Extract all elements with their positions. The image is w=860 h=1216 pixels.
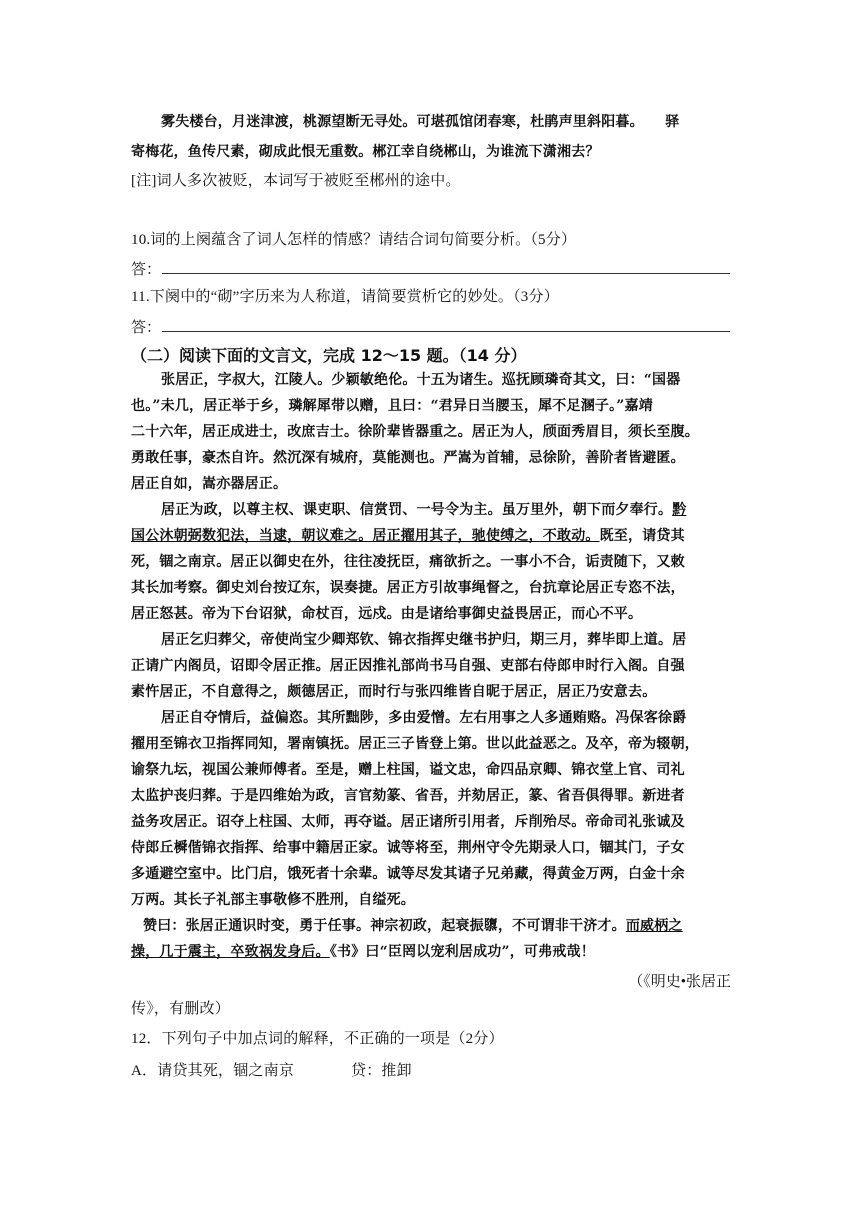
passage-line: 勇敢任事，豪杰自许。然沉深有城府，莫能测也。严嵩为首辅，忌徐阶，善阶者皆避匿。 [131, 450, 685, 466]
passage-line: 侍郎丘橓偕锦衣指挥、给事中籍居正家。诚等将至，荆州守令先期录人口，锢其门，子女 [131, 840, 685, 856]
passage-text: 《书》曰“臣罔以宠利居成功”，可弗戒哉！ [329, 944, 595, 960]
passage-line [131, 941, 731, 963]
passage-text: 既至，请贷其 [599, 528, 685, 544]
passage-line: 死，锢之南京。居正以御史在外，往往凌抚臣，痛欲折之。一事小不合，诟责随下，又敕 [131, 554, 685, 570]
passage-line: 正请广内阁员，诏即令居正推。居正因推礼部尚书马自强、吏部右侍郎申时行入阁。自强 [131, 658, 685, 674]
passage-line: 益务攻居正。诏夺上柱国、太师，再夺谥。居正诸所引用者，斥削殆尽。帝命司礼张诚及 [131, 814, 685, 830]
passage-line [131, 525, 731, 547]
underlined-text: 而威柄之 [625, 918, 683, 934]
passage-line [131, 499, 731, 521]
answer-label-10: 答： [131, 262, 162, 278]
passage-line: 居正乞归葬父，帝使尚宝少卿郑钦、锦衣指挥史继书护归，期三月，葬毕即上道。居 [161, 632, 687, 648]
passage-line: 擢用至锦衣卫指挥同知，署南镇抚。居正三子皆登上第。世以此益恶之。及卒，帝为辍朝， [131, 736, 699, 752]
option-a[interactable]: A．请贷其死，锢之南京 [131, 1063, 295, 1079]
passage-line: 张居正，字叔大，江陵人。少颖敏绝伦。十五为诸生。巡抚顾璘奇其文，曰：“国器 [161, 372, 681, 388]
source-citation: （《明史•张居正 [628, 974, 731, 990]
passage-line: 居正怒甚。帝为下台诏狱，命杖百，远戍。由是诸给事御史益畏居正，而心不平。 [131, 606, 643, 622]
passage-line: 素忤居正，不自意得之，颇德居正，而时行与张四维皆自昵于居正，居正乃安意去。 [131, 684, 657, 700]
passage-text: 居正为政，以尊主权、课吏职、信赏罚、一号令为主。虽万里外，朝下而夕奉行。 [161, 502, 673, 518]
passage-line: 居正自夺情后，益偏恣。其所黜陟，多由爱憎。左右用事之人多通贿赂。冯保客徐爵 [161, 710, 687, 726]
passage-line: 二十六年，居正成进士，改庶吉士。徐阶辈皆器重之。居正为人，颀面秀眉目，须长至腹。 [131, 424, 699, 440]
poem-line-2: 寄梅花，鱼传尺素，砌成此恨无重数。郴江幸自绕郴山，为谁流下潇湘去？ [131, 144, 600, 160]
passage-line: 其长加考察。御史刘台按辽东，误奏捷。居正方引故事绳督之，台抗章论居正专恣不法， [131, 580, 685, 596]
question-10: 10.词的上阕蕴含了词人怎样的情感？请结合词句简要分析。（5分） [131, 232, 577, 248]
answer-label-11: 答： [131, 320, 162, 336]
passage-line [131, 915, 743, 937]
answer-line-10[interactable] [162, 272, 730, 274]
underlined-text: 黔 [672, 502, 687, 518]
passage-line: 万两。其长子礼部主事敬修不胜刑，自缢死。 [131, 892, 415, 908]
question-12: 12．下列句子中加点词的解释，不正确的一项是（2分） [131, 1031, 504, 1047]
passage-text: 赞曰：张居正通识时变，勇于任事。神宗初政，起衰振隳，不可谓非干济才。 [143, 918, 626, 934]
underlined-text: 操，几于震主，卒致祸发身后。 [131, 944, 330, 960]
option-a-gloss: 贷：推卸 [351, 1063, 412, 1079]
section-title: （二）阅读下面的文言文，完成 12～15 题。（14 分） [131, 346, 527, 365]
question-11: 11.下阕中的“砌”字历来为人称道，请简要赏析它的妙处。（3分） [131, 289, 559, 305]
passage-line: 多遁避空室中。比门启，饿死者十余辈。诚等尽发其诸子兄弟藏，得黄金万两，白金十余 [131, 866, 685, 882]
answer-line-11[interactable] [162, 330, 730, 332]
passage-line: 太监护丧归葬。于是四维始为政，言官劾篆、省吾，并劾居正，篆、省吾俱得罪。新进者 [131, 788, 685, 804]
poem-note: [注]词人多次被贬，本词写于被贬至郴州的途中。 [131, 173, 461, 189]
passage-line: 谕祭九坛，视国公兼师傅者。至是，赠上柱国，谥文忠，命四品京卿、锦衣堂上官、司礼 [131, 762, 685, 778]
poem-line-1: 雾失楼台，月迷津渡，桃源望断无寻处。可堪孤馆闭春寒，杜鹃声里斜阳暮。 驿 [161, 114, 680, 130]
underlined-text: 国公沐朝弼数犯法，当逮，朝议难之。居正擢用其子，驰使缚之，不敢动。 [131, 528, 600, 544]
passage-line: 居正自如，嵩亦器居正。 [131, 476, 288, 492]
passage-line: 也。”未几，居正举于乡，璘解犀带以赠，且曰：“君异日当腰玉，犀不足溷子。”嘉靖 [131, 398, 653, 414]
source-citation-cont: 传》，有删改） [131, 1001, 230, 1017]
